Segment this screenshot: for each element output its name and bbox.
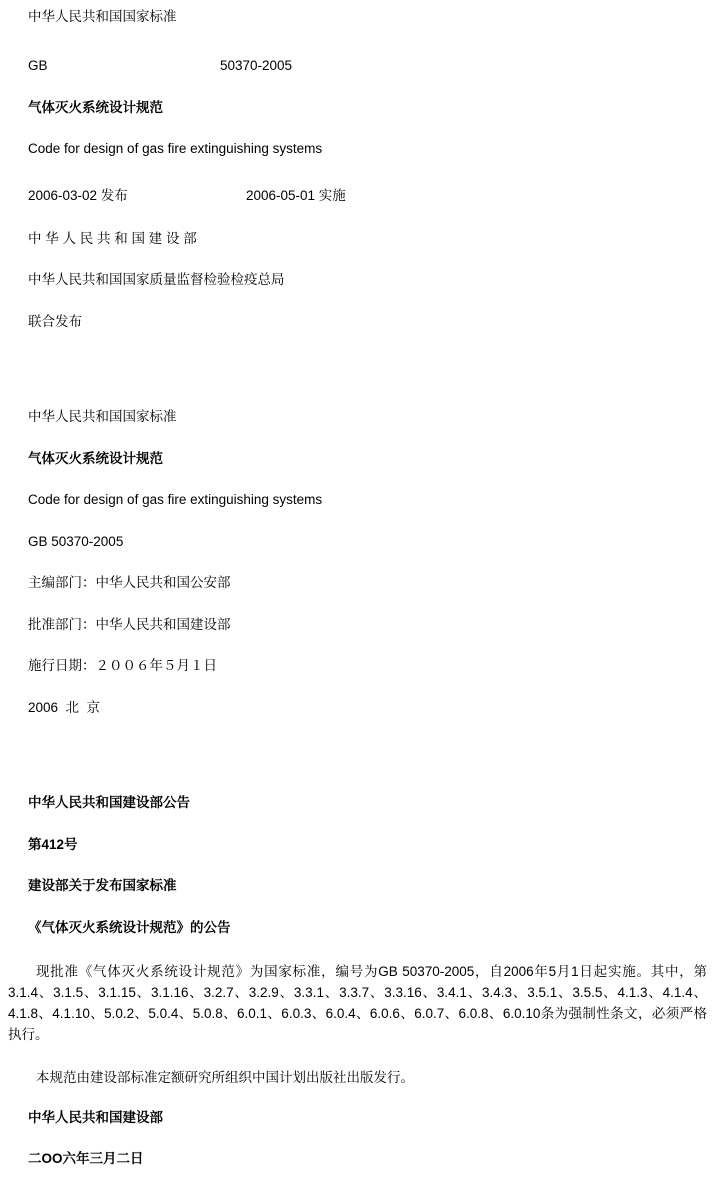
cover-effective-date: 2006-05-01 实施 xyxy=(246,187,346,203)
announcement-body: 现批准《气体灭火系统设计规范》为国家标准，编号为GB 50370-2005，自2006年5月1日起实施。其中，第3.1.4、3.1.5、3.1.15、3.1.16、3.2.7、3.2.9、3.3.1、3.3.7、3.3.16、3.4.1、3.4.3、3.5.1、3.5.5、4.1.3、4.1.4、4.1.8、4.1.10、5.0.2、5.0.4、5.0.8、6.0.1、6.0.3、6.0.4、6.0.6、6.0.7、6.0.8、6.0.10条为强制性条文，必须严格执行。 xyxy=(8,964,707,1042)
titlepage-standard-label: 中华人民共和国国家标准 xyxy=(28,409,177,424)
announcement-date: 二ОО六年三月二日 xyxy=(28,1151,144,1167)
spacer xyxy=(0,548,717,576)
cover-standard-label: 中华人民共和国国家标准 xyxy=(28,9,177,24)
spacer xyxy=(0,590,717,618)
announcement-subject-line-1: 建设部关于发布国家标准 xyxy=(28,878,177,893)
spacer xyxy=(0,424,717,452)
cover-joint-issue: 联合发布 xyxy=(28,313,82,329)
spacer xyxy=(0,465,717,493)
titlepage-approve-dept: 批准部门：中华人民共和国建设部 xyxy=(28,616,231,632)
cover-ministry: 中 华 人 民 共 和 国 建 设 部 xyxy=(28,230,197,246)
cover-administration: 中华人民共和国国家质量监督检验检疫总局 xyxy=(28,272,285,287)
announcement-subject-line-2: 《气体灭火系统设计规范》的公告 xyxy=(28,919,231,935)
spacer xyxy=(0,114,717,142)
cover-title-cn: 气体灭火系统设计规范 xyxy=(28,99,163,115)
spacer xyxy=(0,714,717,762)
cover-gb-prefix: GB xyxy=(28,57,48,73)
titlepage-title-cn: 气体灭火系统设计规范 xyxy=(28,450,163,466)
spacer xyxy=(0,762,717,796)
spacer xyxy=(0,376,717,410)
spacer xyxy=(0,156,717,184)
spacer xyxy=(0,73,717,101)
announcement-issuer: 中华人民共和国建设部公告 xyxy=(28,795,190,810)
titlepage-effective-date: 施行日期：２００６年５月１日 xyxy=(28,658,217,673)
cover-title-en: Code for design of gas fire extinguishing systems xyxy=(28,141,323,156)
spacer xyxy=(0,893,717,921)
spacer xyxy=(0,287,717,315)
spacer xyxy=(0,24,717,58)
cover-gb-number: 50370-2005 xyxy=(220,57,293,73)
spacer xyxy=(0,204,717,232)
spacer xyxy=(0,934,717,962)
titlepage-title-en: Code for design of gas fire extinguishing systems xyxy=(28,492,323,507)
spacer xyxy=(0,1089,717,1111)
cover-gb-line xyxy=(28,58,717,73)
spacer xyxy=(0,673,717,701)
spacer xyxy=(0,1046,717,1068)
titlepage-publish-place: 2006 北 京 xyxy=(28,699,101,715)
cover-issue-date: 2006-03-02 发布 xyxy=(28,187,128,203)
spacer xyxy=(0,810,717,838)
spacer xyxy=(0,631,717,659)
announcement-note: 本规范由建设部标准定额研究所组织中国计划出版社出版发行。 xyxy=(36,1069,414,1085)
spacer xyxy=(0,507,717,535)
spacer xyxy=(0,851,717,879)
spacer xyxy=(0,328,717,376)
spacer xyxy=(0,245,717,273)
spacer xyxy=(0,1124,717,1152)
spacer xyxy=(0,1166,717,1180)
titlepage-gb-code: GB 50370-2005 xyxy=(28,533,124,549)
announcement-number: 第412号 xyxy=(28,836,78,852)
titlepage-chief-dept: 主编部门：中华人民共和国公安部 xyxy=(28,575,231,590)
cover-date-line xyxy=(28,184,717,204)
announcement-signature: 中华人民共和国建设部 xyxy=(28,1109,163,1125)
